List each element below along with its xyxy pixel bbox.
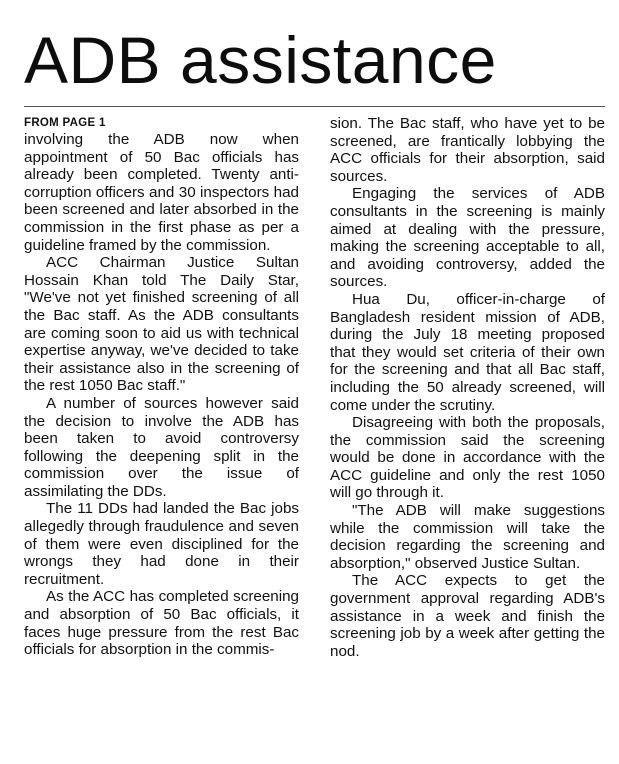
left-column (24, 115, 299, 660)
right-column (330, 115, 605, 660)
paragraph: "The ADB will make suggestions while the commission will take the decision regarding the screening and absorption," observed Justice Sultan. (330, 502, 605, 572)
paragraph: Hua Du, officer-in-charge of Bangladesh resident mission of ADB, during the July 18 meeting proposed that they would set criteria of their own for the screening and that all Bac staff, including the 50 already screened, will come under the scrutiny. (330, 290, 605, 414)
paragraph: The 11 DDs had landed the Bac jobs allegedly through fraudulence and seven of them were even disciplined for the wrongs they had done in their recruitment. (24, 500, 299, 588)
paragraph: Engaging the services of ADB consultants in the screening is mainly aimed at dealing with the pressure, making the screening acceptable to all, and avoiding controversy, added the sources. (330, 185, 605, 291)
headline-divider (24, 106, 605, 107)
paragraph: sion. The Bac staff, who have yet to be screened, are frantically lobbying the ACC officials for their absorption, said sources. (330, 115, 605, 185)
headline: ADB assistance (24, 23, 497, 97)
newspaper-clipping (0, 24, 619, 764)
article-body (24, 115, 605, 660)
paragraph: ACC Chairman Justice Sultan Hossain Khan told The Daily Star, "We've not yet finished screening of all the Bac staff. As the ADB consultants are coming soon to aid us with technical expertise anyway, we've decided to take their assistance also in the screening of the rest 1050 Bac staff." (24, 254, 299, 395)
paragraph: As the ACC has completed screening and absorption of 50 Bac officials, it faces huge pressure from the rest Bac officials for absorption in the commis- (24, 588, 299, 659)
paragraph: Disagreeing with both the proposals, the commission said the screening would be done in accordance with the ACC guideline and only the rest 1050 will go through it. (330, 414, 605, 502)
continuation-kicker: FROM PAGE 1 (24, 117, 106, 129)
paragraph: involving the ADB now when appointment of 50 Bac officials has already been completed. Twenty anti-corruption officers and 30 inspectors had been screened and later absorbed in the commission in the first phase as per a guideline framed by the commission. (24, 131, 299, 254)
paragraph: A number of sources however said the decision to involve the ADB has been taken to avoid controversy following the deepening split in the commission over the issue of assimilating the DDs. (24, 394, 299, 500)
paragraph: The ACC expects to get the government approval regarding ADB's assistance in a week and finish the screening job by a week after getting the nod. (330, 572, 605, 660)
